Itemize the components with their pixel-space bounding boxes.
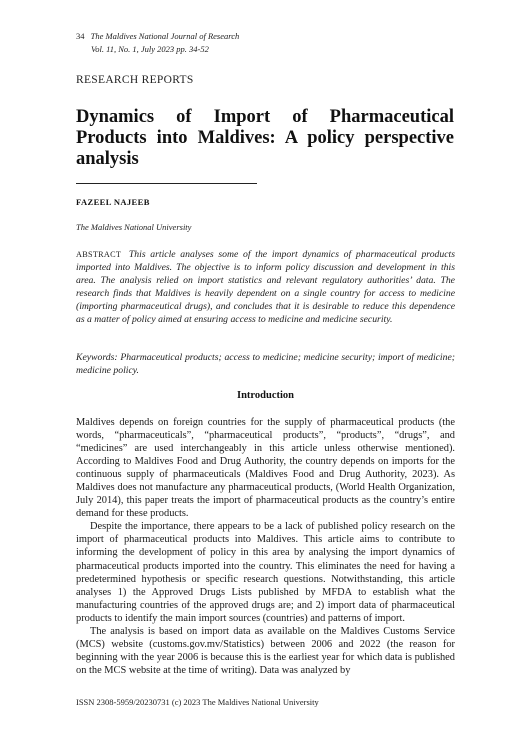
title-divider [76,183,257,184]
author-name: FAZEEL NAJEEB [76,197,150,207]
abstract [76,248,455,327]
issue-info: Vol. 11, No. 1, July 2023 pp. 34-52 [91,44,209,54]
running-header [76,31,239,41]
body-paragraph: Despite the importance, there appears to be a lack of published policy research on the import of pharmaceutical products into Maldives. This article aims to contribute to informing the development of policy in this area by analysing the import dynamics of pharmaceutical products imported into the country. This eliminates the need for having a predetermined hypothesis or specific research questions. Notwithstanding, this article analyses 1) the Approved Drugs Lists published by MFDA to establish what the manufacturing countries of the approved drugs are; and 2) import data of pharmaceutical products to identify the main import sources (countries) and patterns of import. [76,521,455,624]
page-number: 34 [76,31,85,41]
body-paragraph: The analysis is based on import data as available on the Maldives Customs Service (MCS) website (customs.gov.mv/Statistics) between 2006 and 2022 (the reason for beginning with the year 2006 is because this is the earliest year for which data is published on the MCS website at the time of writing). Data was analyzed by [76,625,455,676]
article-title: Dynamics of Import of Pharmaceutical Products into Maldives: A policy perspective analysis [76,107,454,169]
body-paragraph: Maldives depends on foreign countries for the supply of pharmaceutical products (the words, “pharmaceuticals”, “pharmaceutical products”, “products”, “drugs”, and “medicines” are used interchangeably in this article unless otherwise mentioned). According to Maldives Food and Drug Authority, the country depends on imports for the continuous supply of pharmaceuticals (Maldives Food and Drug Authority, 2023). As Maldives does not manufacture any pharmaceutical products, (World Health Organization, July 2014), this paper treats the import of pharmaceutical products as the country’s entire demand for these products. [76,417,455,520]
section-label: RESEARCH REPORTS [76,74,194,86]
introduction-heading: Introduction [237,390,294,401]
introduction-body [76,416,455,677]
author-affiliation: The Maldives National University [76,222,192,232]
page-footer: ISSN 2308-5959/20230731 (c) 2023 The Maldives National University [76,697,319,707]
abstract-label: ABSTRACT [76,250,122,259]
abstract-text: This article analyses some of the import dynamics of pharmaceutical products imported into Maldives. The objective is to inform policy discussion and development in this area. The analysis relied on import statistics and relevant regulatory authorities’ data. The research finds that Maldives is heavily dependent on a single country for access to medicine (importing pharmaceutical drugs), and concludes that it is desirable to reduce this dependence as a matter of policy aimed at ensuring access to medicine and medicine security. [76,249,455,326]
keywords: Keywords: Pharmaceutical products; access to medicine; medicine security; import of medicine; medicine policy. [76,352,455,377]
journal-name: The Maldives National Journal of Research [90,31,240,41]
